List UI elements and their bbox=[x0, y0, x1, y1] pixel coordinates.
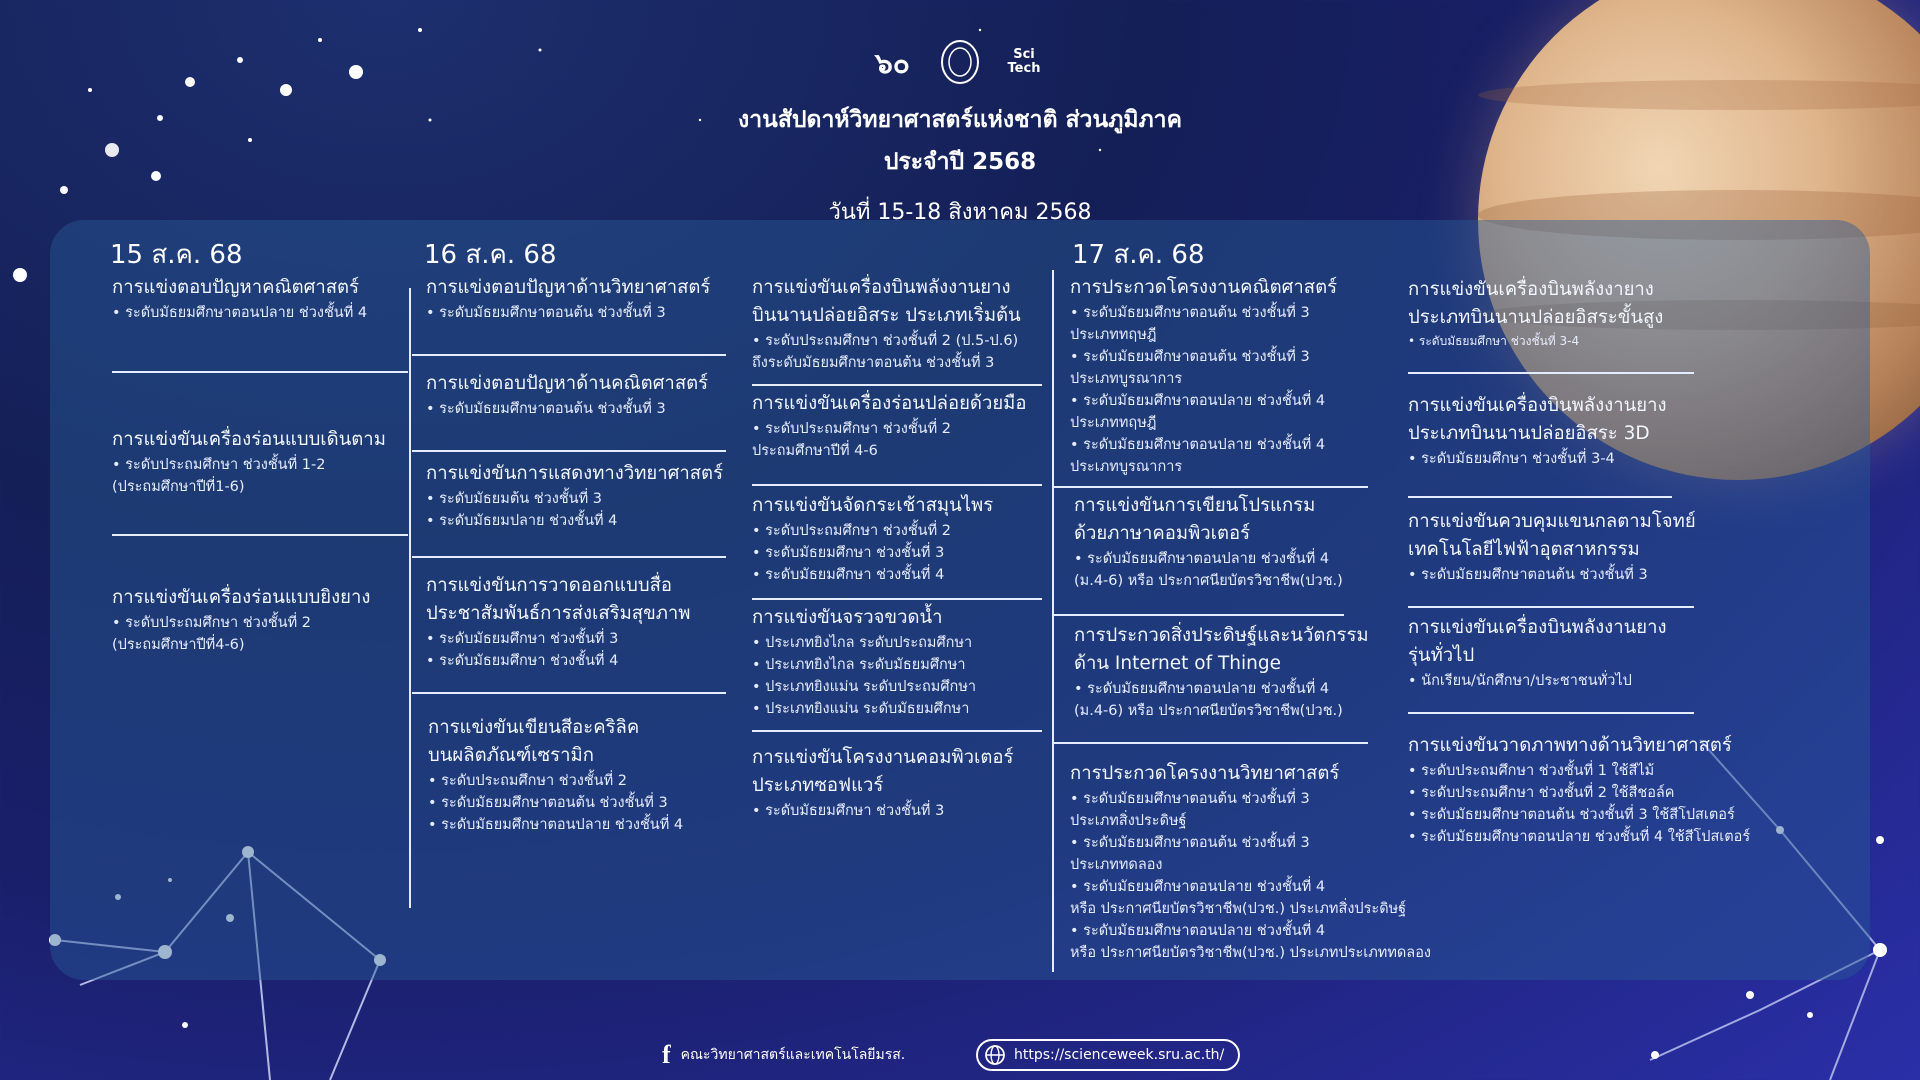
event-detail: • ระดับมัธยมศึกษาตอนต้น ช่วงชั้นที่ 3 bbox=[1070, 305, 1310, 321]
event-title: การแข่งขันเขียนสีอะคริลิค bbox=[428, 717, 640, 738]
event-detail: • ระดับมัธยมต้น ช่วงชั้นที่ 3 bbox=[426, 491, 602, 507]
facebook-icon: f bbox=[662, 1040, 671, 1069]
divider bbox=[1408, 496, 1672, 498]
divider bbox=[752, 384, 1042, 386]
website-url: https://scienceweek.sru.ac.th/ bbox=[1014, 1047, 1225, 1063]
event-title: การแข่งขันเครื่องร่อนแบบยิงยาง bbox=[112, 587, 371, 608]
event-title: ประเภทบินนานปล่อยอิสระ 3D bbox=[1408, 423, 1650, 444]
scitech-logo-text-1: Sci bbox=[1013, 47, 1035, 62]
event-item bbox=[752, 492, 1062, 586]
event-title: การแข่งขันการวาดออกแบบสื่อ bbox=[426, 575, 672, 596]
event-item bbox=[428, 714, 748, 836]
event-item bbox=[752, 744, 1062, 822]
column-divider bbox=[409, 288, 411, 908]
event-title: การแข่งตอบปัญหาคณิตศาสตร์ bbox=[112, 277, 360, 298]
event-title: การแข่งขันเครื่องบินพลังงายาง bbox=[1408, 279, 1654, 300]
divider bbox=[1054, 614, 1344, 616]
event-detail: ประเภทบูรณาการ bbox=[1070, 371, 1183, 387]
event-detail: • นักเรียน/นักศึกษา/ประชาชนทั่วไป bbox=[1408, 673, 1632, 689]
event-item bbox=[752, 604, 1062, 720]
facebook-page-name: คณะวิทยาศาสตร์และเทคโนโลยีมรส. bbox=[680, 1047, 906, 1063]
schedule-panel bbox=[50, 220, 1870, 980]
event-title: การแข่งขันเครื่องบินพลังงานยาง bbox=[1408, 395, 1667, 416]
event-title: การประกวดโครงงานคณิตศาสตร์ bbox=[1070, 277, 1338, 298]
event-detail: • ระดับมัธยมศึกษา ช่วงชั้นที่ 3 bbox=[752, 545, 945, 561]
scitech-logo bbox=[1001, 39, 1047, 85]
event-detail: • ระดับมัธยมศึกษาตอนปลาย ช่วงชั้นที่ 4 bbox=[1074, 551, 1330, 567]
event-item bbox=[1408, 276, 1738, 350]
divider bbox=[752, 598, 1042, 600]
website-link[interactable] bbox=[976, 1038, 1240, 1072]
event-detail: • ประเภทยิงไกล ระดับมัธยมศึกษา bbox=[752, 657, 966, 673]
divider bbox=[752, 484, 1042, 486]
divider bbox=[412, 692, 726, 694]
event-item bbox=[1074, 492, 1394, 592]
event-detail: ประเภททฤษฎี bbox=[1070, 415, 1157, 431]
event-detail: • ระดับมัธยมศึกษาตอนต้น ช่วงชั้นที่ 3 bbox=[1070, 349, 1310, 365]
event-item bbox=[426, 274, 746, 324]
event-item bbox=[1408, 732, 1788, 848]
event-detail: • ระดับประถมศึกษา ช่วงชั้นที่ 2 bbox=[112, 615, 311, 631]
event-year: ประจำปี 2568 bbox=[883, 149, 1037, 175]
divider bbox=[1408, 372, 1694, 374]
svg-text:๖๐: ๖๐ bbox=[875, 47, 910, 79]
event-title: การแข่งขันจรวจขวดน้ำ bbox=[752, 607, 943, 628]
event-detail: • ประเภทยิงไกล ระดับประถมศึกษา bbox=[752, 635, 973, 651]
event-title: การแข่งตอบปัญหาด้านวิทยาศาสตร์ bbox=[426, 277, 711, 298]
event-detail: หรือ ประกาศนียบัตรวิชาชีพ(ปวช.) ประเภทประเภททดลอง bbox=[1070, 945, 1431, 961]
divider bbox=[412, 450, 726, 452]
event-detail: • ระดับมัธยมศึกษาตอนปลาย ช่วงชั้นที่ 4 bbox=[1070, 923, 1326, 939]
event-dates: วันที่ 15-18 สิงหาคม 2568 bbox=[828, 200, 1092, 225]
divider bbox=[1054, 742, 1368, 744]
event-item bbox=[1408, 508, 1738, 586]
event-title: งานสัปดาห์วิทยาศาสตร์แห่งชาติ ส่วนภูมิภาค bbox=[738, 107, 1182, 133]
event-item bbox=[752, 274, 1062, 374]
scitech-logo-text-2: Tech bbox=[1007, 61, 1041, 76]
event-detail: • ระดับมัธยมศึกษา ช่วงชั้นที่ 3 bbox=[752, 803, 945, 819]
event-detail: • ระดับมัธยมปลาย ช่วงชั้นที่ 4 bbox=[426, 513, 618, 529]
event-detail: • ระดับมัธยมศึกษาตอนต้น ช่วงชั้นที่ 3 ใช้สีโปสเตอร์ bbox=[1408, 807, 1735, 823]
sixty-years-logo bbox=[873, 39, 919, 85]
event-detail: (ประถมศึกษาปีที่4-6) bbox=[112, 637, 245, 653]
event-title: การแข่งขันวาดภาพทางด้านวิทยาศาสตร์ bbox=[1408, 735, 1732, 756]
event-title: ด้าน Internet of Thinge bbox=[1074, 653, 1281, 674]
divider bbox=[112, 371, 408, 373]
event-detail: • ระดับมัธยมศึกษา ช่วงชั้นที่ 3-4 bbox=[1408, 451, 1615, 467]
event-title: การแข่งขันเครื่องบินพลังงานยาง bbox=[1408, 617, 1667, 638]
divider bbox=[1408, 712, 1694, 714]
event-detail: • ระดับประถมศึกษา ช่วงชั้นที่ 2 bbox=[428, 773, 627, 789]
event-item bbox=[426, 460, 756, 532]
event-detail: • ระดับมัธยมศึกษาตอนต้น ช่วงชั้นที่ 3 bbox=[426, 305, 666, 321]
divider bbox=[1054, 486, 1368, 488]
event-item bbox=[752, 390, 1072, 462]
event-detail: • ระดับมัธยมศึกษา ช่วงชั้นที่ 4 bbox=[426, 653, 619, 669]
event-title: ประเภทซอฟแวร์ bbox=[752, 775, 884, 796]
event-item bbox=[112, 584, 412, 656]
header bbox=[0, 36, 1920, 229]
event-detail: • ประเภทยิงแม่น ระดับประถมศึกษา bbox=[752, 679, 977, 695]
facebook-link[interactable] bbox=[662, 1038, 905, 1072]
event-title: การประกวดสิ่งประดิษฐ์และนวัตกรรม bbox=[1074, 625, 1369, 646]
event-detail: • ระดับมัธยมศึกษาตอนต้น ช่วงชั้นที่ 3 bbox=[1070, 835, 1310, 851]
event-item bbox=[426, 370, 746, 420]
event-item bbox=[112, 426, 412, 498]
event-title: การประกวดโครงงานวิทยาศาสตร์ bbox=[1070, 763, 1340, 784]
day-heading-16: 16 ส.ค. 68 bbox=[424, 240, 557, 270]
event-detail: ประเภททดลอง bbox=[1070, 857, 1163, 873]
divider bbox=[112, 534, 408, 536]
event-item bbox=[1070, 274, 1390, 478]
event-title: รุ่นทั่วไป bbox=[1408, 645, 1475, 666]
event-detail: • ระดับประถมศึกษา ช่วงชั้นที่ 2 bbox=[752, 523, 951, 539]
event-title: การแข่งขันเครื่องบินพลังงานยาง bbox=[752, 277, 1011, 298]
event-detail: ประถมศึกษาปีที่ 4-6 bbox=[752, 443, 878, 459]
event-detail: (ประถมศึกษาปีที่1-6) bbox=[112, 479, 245, 495]
event-detail: • ระดับมัธยมศึกษา ช่วงชั้นที่ 4 bbox=[752, 567, 945, 583]
event-title: การแข่งขันเครื่องร่อนแบบเดินตาม bbox=[112, 429, 386, 450]
event-title: การแข่งขันควบคุมแขนกลตามโจทย์ bbox=[1408, 511, 1696, 532]
event-item bbox=[426, 572, 746, 672]
event-detail: • ระดับมัธยมศึกษาตอนปลาย ช่วงชั้นที่ 4 ใช้สีโปสเตอร์ bbox=[1408, 829, 1751, 845]
globe-icon bbox=[984, 1044, 1006, 1066]
column-divider bbox=[1052, 270, 1054, 972]
event-title: บนผลิตภัณฑ์เซรามิก bbox=[428, 745, 594, 766]
divider bbox=[412, 556, 726, 558]
event-detail: • ระดับมัธยมศึกษา ช่วงชั้นที่ 3 bbox=[426, 631, 619, 647]
event-title: การแข่งขันเครื่องร่อนปล่อยด้วยมือ bbox=[752, 393, 1027, 414]
event-item bbox=[1074, 622, 1414, 722]
event-title: การแข่งตอบปัญหาด้านคณิตศาสตร์ bbox=[426, 373, 709, 394]
event-detail: • ระดับมัธยมศึกษาตอนต้น ช่วงชั้นที่ 3 bbox=[428, 795, 668, 811]
event-title: การแข่งขันจัดกระเช้าสมุนไพร bbox=[752, 495, 994, 516]
event-detail: • ระดับประถมศึกษา ช่วงชั้นที่ 2 bbox=[752, 421, 951, 437]
event-detail: ประเภทบูรณาการ bbox=[1070, 459, 1183, 475]
event-detail: ประเภททฤษฎี bbox=[1070, 327, 1157, 343]
event-detail: • ระดับมัธยมศึกษาตอนต้น ช่วงชั้นที่ 3 bbox=[1070, 791, 1310, 807]
event-detail: • ระดับมัธยมศึกษาตอนต้น ช่วงชั้นที่ 3 bbox=[426, 401, 666, 417]
event-detail: • ระดับมัธยมศึกษาตอนปลาย ช่วงชั้นที่ 4 bbox=[1074, 681, 1330, 697]
event-detail: • ระดับมัธยมศึกษาตอนปลาย ช่วงชั้นที่ 4 bbox=[1070, 393, 1326, 409]
event-title: เทคโนโลยีไฟฟ้าอุตสาหกรรม bbox=[1408, 539, 1640, 560]
event-detail: • ระดับประถมศึกษา ช่วงชั้นที่ 2 ใช้สีชอล์ค bbox=[1408, 785, 1675, 801]
event-title: การแข่งขันโครงงานคอมพิวเตอร์ bbox=[752, 747, 1014, 768]
event-detail: (ม.4-6) หรือ ประกาศนียบัตรวิชาชีพ(ปวช.) bbox=[1074, 703, 1343, 719]
event-item bbox=[1408, 392, 1738, 470]
event-detail: • ระดับมัธยมศึกษาตอนปลาย ช่วงชั้นที่ 4 bbox=[1070, 879, 1326, 895]
event-detail: • ระดับมัธยมศึกษาตอนปลาย ช่วงชั้นที่ 4 bbox=[112, 305, 368, 321]
event-detail: หรือ ประกาศนียบัตรวิชาชีพ(ปวช.) ประเภทสิ่งประดิษฐ์ bbox=[1070, 901, 1407, 917]
event-detail: ประเภทสิ่งประดิษฐ์ bbox=[1070, 813, 1187, 829]
event-title: การแข่งขันการเขียนโปรแกรม bbox=[1074, 495, 1316, 516]
event-detail: • ระดับประถมศึกษา ช่วงชั้นที่ 2 (ป.5-ป.6) bbox=[752, 333, 1019, 349]
event-detail: • ระดับมัธยมศึกษาตอนปลาย ช่วงชั้นที่ 4 bbox=[428, 817, 684, 833]
divider bbox=[752, 730, 1042, 732]
event-detail: • ระดับมัธยมศึกษาตอนต้น ช่วงชั้นที่ 3 bbox=[1408, 567, 1648, 583]
website-pill[interactable] bbox=[976, 1039, 1240, 1071]
logo-row bbox=[0, 36, 1920, 88]
event-detail: • ระดับมัธยมศึกษาตอนปลาย ช่วงชั้นที่ 4 bbox=[1070, 437, 1326, 453]
event-detail: • ระดับประถมศึกษา ช่วงชั้นที่ 1 ใช้สีไม้ bbox=[1408, 763, 1655, 779]
event-title: การแข่งขันการแสดงทางวิทยาศาสตร์ bbox=[426, 463, 724, 484]
event-title: ด้วยภาษาคอมพิวเตอร์ bbox=[1074, 523, 1251, 544]
event-detail: • ระดับประถมศึกษา ช่วงชั้นที่ 1-2 bbox=[112, 457, 326, 473]
divider bbox=[412, 354, 726, 356]
event-detail: (ม.4-6) หรือ ประกาศนียบัตรวิชาชีพ(ปวช.) bbox=[1074, 573, 1343, 589]
event-title: ประเภทบินนานปล่อยอิสระขั้นสูง bbox=[1408, 307, 1664, 328]
divider bbox=[1408, 606, 1694, 608]
event-detail: • ประเภทยิงแม่น ระดับมัธยมศึกษา bbox=[752, 701, 970, 717]
event-item bbox=[112, 274, 412, 324]
event-title: ประชาสัมพันธ์การส่งเสริมสุขภาพ bbox=[426, 603, 691, 624]
event-title: บินนานปล่อยอิสระ ประเภทเริ่มต้น bbox=[752, 305, 1021, 326]
event-detail: ถึงระดับมัธยมศึกษาตอนต้น ช่วงชั้นที่ 3 bbox=[752, 355, 995, 371]
event-detail: • ระดับมัธยมศึกษา ช่วงชั้นที่ 3-4 bbox=[1408, 334, 1580, 348]
university-seal-logo bbox=[937, 39, 983, 85]
event-item bbox=[1408, 614, 1738, 692]
day-heading-17: 17 ส.ค. 68 bbox=[1072, 240, 1205, 270]
day-heading-15: 15 ส.ค. 68 bbox=[110, 240, 243, 270]
